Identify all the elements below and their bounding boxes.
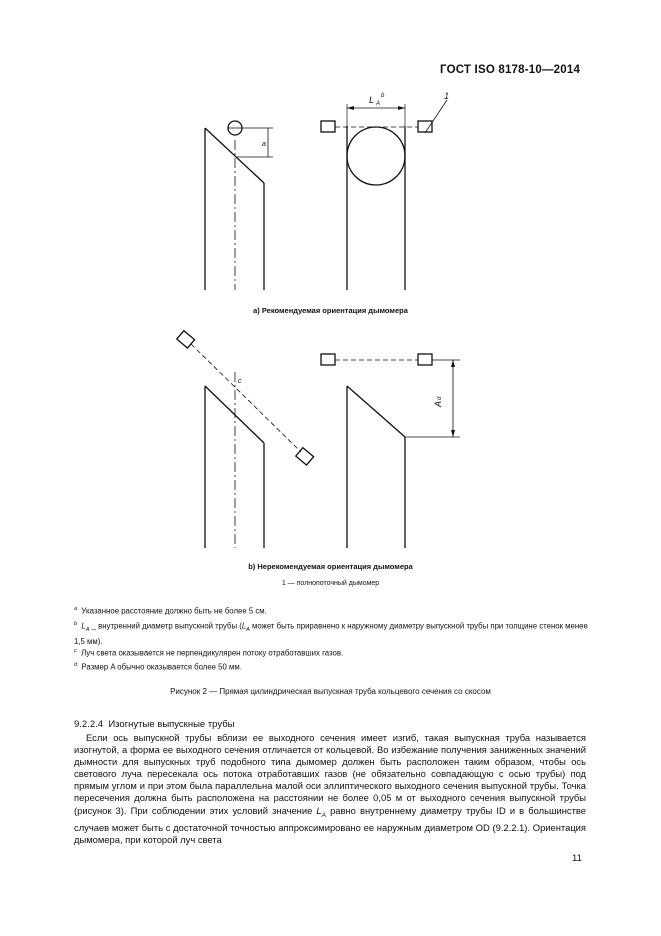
label-LA: L bbox=[369, 95, 375, 105]
label-A: A bbox=[433, 400, 443, 407]
footnote-c: $^c$ Луч света оказывается не перпендикулярен потоку отработавших газов. bbox=[74, 648, 344, 658]
receiver-a bbox=[418, 121, 432, 132]
emitter-b-right bbox=[321, 354, 335, 365]
leader-1 bbox=[425, 100, 447, 133]
label-LA-sub: A bbox=[376, 101, 381, 107]
label-LA-sup: b bbox=[381, 93, 385, 99]
body-paragraph: Если ось выпускной трубы вблизи ее выходного сечения имеет изгиб, такая выпускная труба называется изогнутой, а форма ее выходного сечения отличается от кольцевой. Во избежание получения заниженных значений дымности для выпускных труб подобного типа дымомер должен быть расположен таким образом, чтобы ось светового луча пересекала ось потока отработавших газов (не обязательно совпадающую с осью трубы) под прямым углом и при этом была параллельна малой оси эллиптического выходного сечения выпускной трубы. Точка пересечения должна быть расположена на расстоянии не более 0,05 м от выходного сечения выпускной трубы (рисунок 3). При соблюдении этих условий значение $L_A$ равно внутреннему диаметру трубы ID и в большинстве случаев может быть с достаточной точностью аппроксимировано ее наружным диаметром OD (9.2.2.1). Ориентация дымомера, при которой луч света bbox=[74, 732, 586, 845]
label-A-sup: d bbox=[437, 396, 443, 400]
emitter-b-left bbox=[177, 331, 195, 348]
figure-caption: Рисунок 2 — Прямая цилиндрическая выпускная труба кольцевого сечения со скосом bbox=[170, 687, 491, 696]
pipe-a-left bbox=[205, 128, 264, 290]
label-1: 1 bbox=[444, 91, 450, 101]
figure-legend: 1 — полнопоточный дымомер bbox=[281, 580, 380, 587]
footnote-d: $^d$ Размер A обычно оказывается более 50 мм. bbox=[74, 662, 242, 672]
footnote-a: $^a$ Указанное расстояние должно быть не более 5 см. bbox=[74, 606, 267, 616]
emitter-a bbox=[321, 121, 335, 132]
document-code-header: ГОСТ ISO 8178-10—2014 bbox=[440, 64, 581, 76]
receiver-b-left bbox=[296, 448, 314, 465]
section-heading bbox=[74, 719, 235, 730]
section-number: 9.2.2.4 bbox=[74, 719, 104, 730]
footnote-b: $^b$ $L_A$ _ внутренний диаметр выпускной трубы ($L_A$ может быть приравнено к наружному диаметру выпускной трубы при толщине стенок менее 1,5 мм). bbox=[74, 621, 588, 647]
label-a-sup: a bbox=[262, 141, 266, 148]
page-number: 11 bbox=[572, 853, 582, 864]
pipe-a-right-section bbox=[347, 127, 405, 185]
label-c-sup: c bbox=[238, 378, 242, 385]
pipe-a-right bbox=[347, 126, 405, 290]
section-title: Изогнутые выпускные трубы bbox=[108, 719, 235, 730]
receiver-b-right bbox=[418, 354, 432, 365]
pipe-b-left bbox=[205, 386, 264, 548]
light-beam-b-left bbox=[191, 344, 301, 452]
figure-caption-b: b) Нерекомендуемая ориентация дымомера bbox=[248, 562, 413, 571]
pipe-b-right bbox=[347, 386, 405, 548]
figure-caption-a: а) Рекомендуемая ориентация дымомера bbox=[253, 306, 408, 315]
